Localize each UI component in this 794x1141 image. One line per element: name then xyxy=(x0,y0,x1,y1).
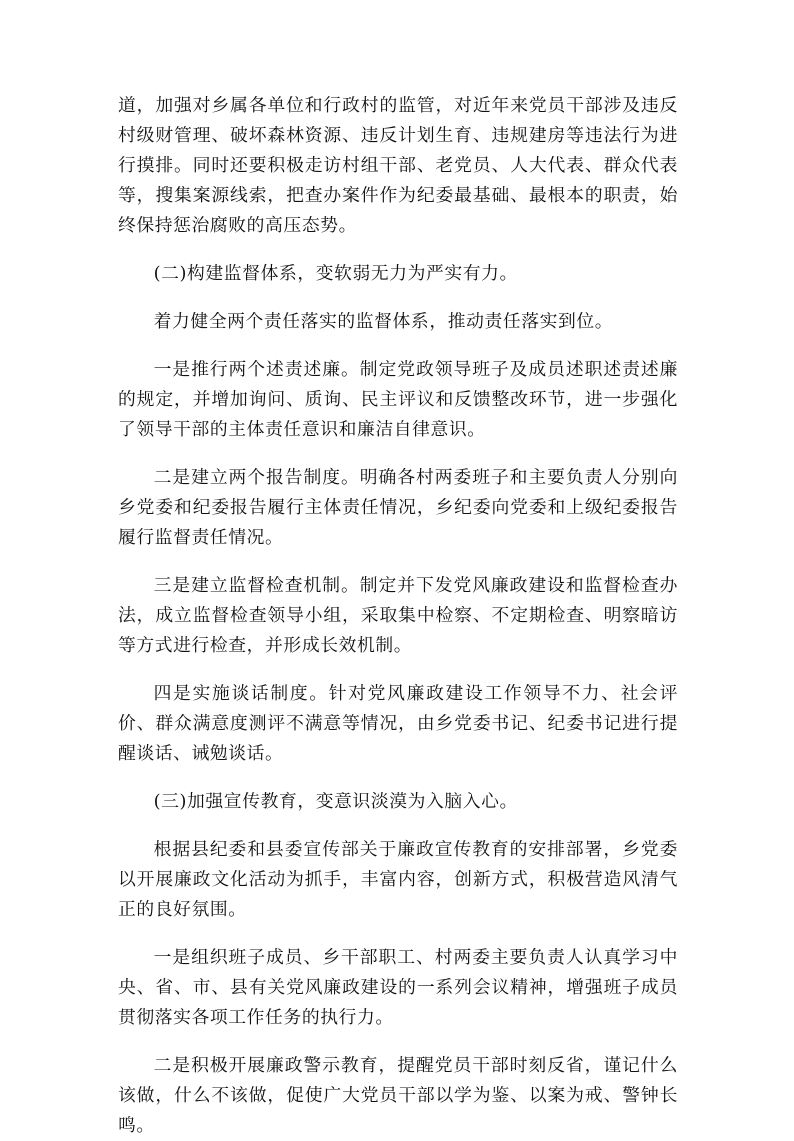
section-heading-2: (二)构建监督体系，变软弱无力为严实有力。 xyxy=(153,263,518,284)
section-heading-3: (三)加强宣传教育，变意识淡漠为入脑入心。 xyxy=(153,791,518,812)
paragraph-item-1: 一是推行两个述责述廉。制定党政领导班子及成员述职述责述廉的规定，并增加询问、质询、民主评议和反馈整改环节，进一步强化了领导干部的主体责任意识和廉洁自律意识。 xyxy=(118,359,678,440)
paragraph-continuation: 道，加强对乡属各单位和行政村的监管，对近年来党员干部涉及违反村级财管理、破坏森林资源、违反计划生育、违规建房等违法行为进行摸排。同时还要积极走访村组干部、老党员、人大代表、群众代表等，搜集案源线索，把查办案件作为纪委最基础、最根本的职责，始终保持惩治腐败的高压态势。 xyxy=(118,95,678,236)
paragraph-education-item-2: 二是积极开展廉政警示教育，提醒党员干部时刻反省，谨记什么该做，什么不该做，促使广大党员干部以学为鉴、以案为戒、警钟长鸣。 xyxy=(118,1055,678,1136)
paragraph-education-intro: 根据县纪委和县委宣传部关于廉政宣传教育的安排部署，乡党委以开展廉政文化活动为抓手，丰富内容，创新方式，积极营造风清气正的良好氛围。 xyxy=(118,839,678,920)
document-page xyxy=(118,91,678,1141)
paragraph-item-2: 二是建立两个报告制度。明确各村两委班子和主要负责人分别向乡党委和纪委报告履行主体责任情况，乡纪委向党委和上级纪委报告履行监督责任情况。 xyxy=(118,467,678,548)
paragraph-item-4: 四是实施谈话制度。针对党风廉政建设工作领导不力、社会评价、群众满意度测评不满意等情况，由乡党委书记、纪委书记进行提醒谈话、诫勉谈话。 xyxy=(118,683,678,764)
paragraph-supervision-intro: 着力健全两个责任落实的监督体系，推动责任落实到位。 xyxy=(153,311,614,332)
paragraph-item-3: 三是建立监督检查机制。制定并下发党风廉政建设和监督检查办法，成立监督检查领导小组，采取集中检察、不定期检查、明察暗访等方式进行检查，并形成长效机制。 xyxy=(118,575,678,656)
paragraph-education-item-1: 一是组织班子成员、乡干部职工、村两委主要负责人认真学习中央、省、市、县有关党风廉政建设的一系列会议精神，增强班子成员贯彻落实各项工作任务的执行力。 xyxy=(118,947,678,1028)
